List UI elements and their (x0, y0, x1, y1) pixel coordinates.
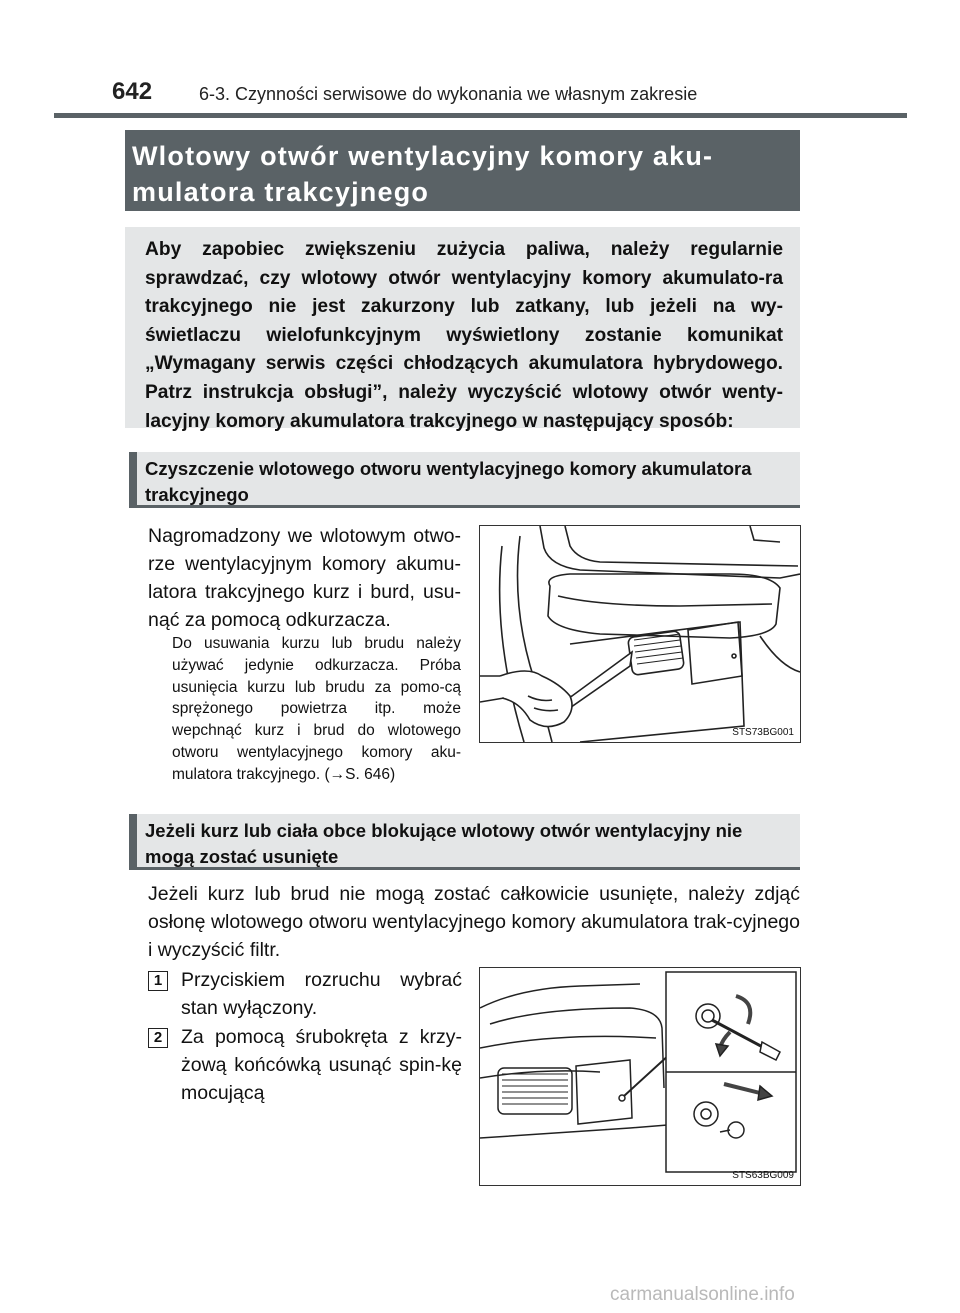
figure2-code: STS63BG009 (732, 1170, 794, 1181)
step-1-text: Przyciskiem rozruchu wybrać stan wyłączony. (181, 969, 462, 1019)
section-header: 6-3. Czynności serwisowe do wykonania we własnym zakresie (199, 84, 698, 104)
figure-vent-vacuum (479, 525, 801, 743)
step-2-number: 2 (148, 1028, 168, 1048)
page-title-line-2: mulatora trakcyjnego (132, 177, 430, 207)
figure1-code: STS73BG001 (732, 727, 794, 738)
section1-heading: Czyszczenie wlotowego otworu wentylacyjnego komory akumulatora trakcyjnego (145, 458, 752, 505)
vacuum-cleaning-illustration (480, 526, 800, 742)
section1-note: Do usuwania kurzu lub brudu należy używać jedynie odkurzacza. Próba usunięcia kurzu lub brudu za pomo-cą sprężonego powietrza itp. może wepchnąć kurz i brud do wlotowego otworu wentylacyjnego komory aku-mulatora trakcyjnego. (→S. 646) (172, 635, 461, 783)
intro-text: Aby zapobiec zwiększeniu zużycia paliwa, należy regularnie sprawdzać, czy wlotowy otwór wentylacyjny komory akumulato-ra trakcyjnego nie jest zakurzony lub zatkany, lub jeżeli na wy-świetlaczu wielofunkcyjnym wyświetlony zostanie komunikat „Wymagany serwis części chłodzących akumulatora hybrydowego. Patrz instrukcja obsługi”, należy wyczyścić wlotowy otwór wenty-lacyjny komory akumulatora trakcyjnego w następujący sposób: (145, 239, 783, 432)
header-divider (54, 113, 907, 118)
watermark: carmanualsonline.info (610, 1284, 795, 1305)
step-2-text: Za pomocą śrubokręta z krzy-żową końcówką usunąć spin-kę mocującą (181, 1026, 462, 1104)
section2-body: Jeżeli kurz lub brud nie mogą zostać całkowicie usunięte, należy zdjąć osłonę wlotowego otworu wentylacyjnego komory akumulatora trak-cyjnego i wyczyścić filtr. (148, 883, 800, 961)
section2-heading: Jeżeli kurz lub ciała obce blokujące wlotowy otwór wentylacyjny nie mogą zostać usunięte (145, 820, 743, 867)
page-number: 642 (112, 78, 153, 105)
step-1-number: 1 (148, 971, 168, 991)
page-title (132, 138, 792, 210)
section1-body: Nagromadzony we wlotowym otwo-rze wentylacyjnym komory akumu-latora trakcyjnego kurz i burd, usu-nąć za pomocą odkurzacza. (148, 525, 461, 631)
clip-removal-illustration (480, 968, 800, 1185)
page-title-line-1: Wlotowy otwór wentylacyjny komory aku- (132, 141, 714, 171)
figure-clip-removal (479, 967, 801, 1186)
